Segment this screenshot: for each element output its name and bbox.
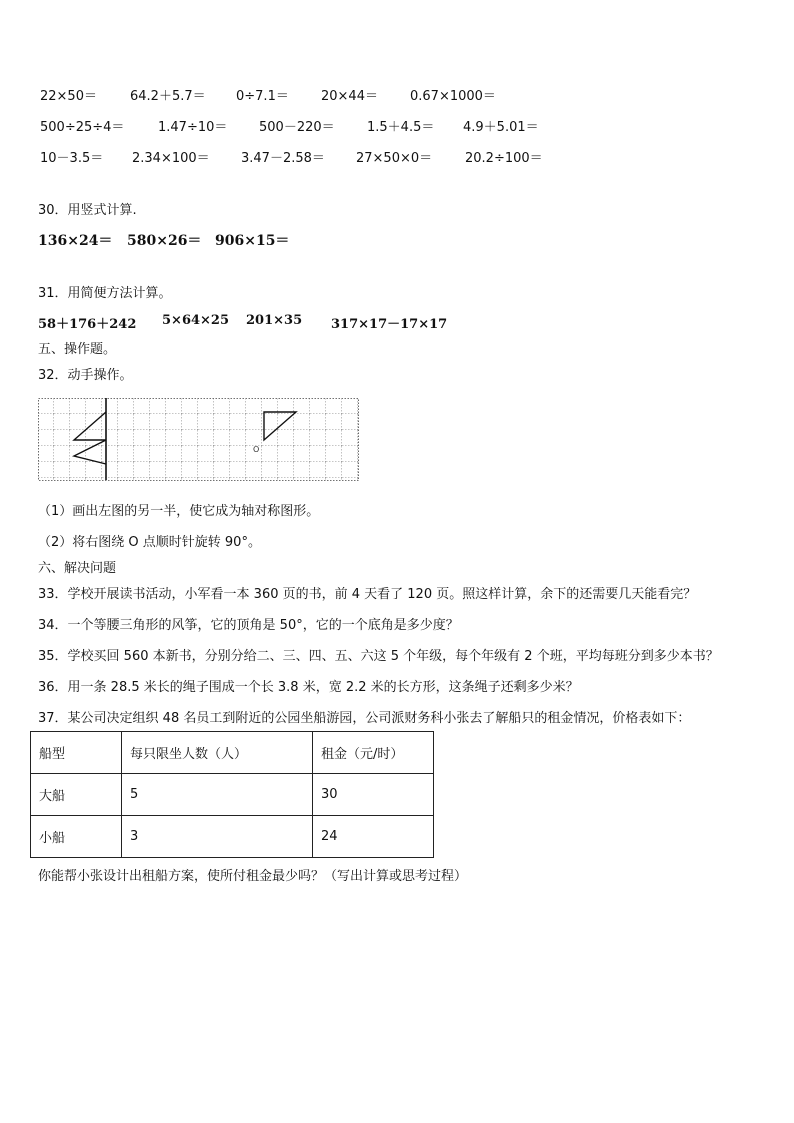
calc-item: 22×50＝ xyxy=(40,89,97,104)
point-o-label: O xyxy=(253,445,260,454)
table-header-cell: 每只限坐人数（人） xyxy=(122,732,313,774)
q30-item: 580×26＝ xyxy=(127,233,202,249)
calc-item: 0.67×1000＝ xyxy=(410,89,496,104)
table-cell: 5 xyxy=(122,774,313,816)
table-cell: 大船 xyxy=(31,774,122,816)
question-34: 34．一个等腰三角形的风筝，它的顶角是 50°，它的一个底角是多少度？ xyxy=(38,618,459,633)
q30-item: 136×24＝ xyxy=(38,233,113,249)
question-35: 35．学校买回 560 本新书，分别分给二、三、四、五、六这 5 个年级，每个年级有 2 个班，平均每班分到多少本书？ xyxy=(38,649,719,664)
table-header-row xyxy=(31,732,434,774)
q31-item: 201×35 xyxy=(246,313,303,328)
calc-item: 3.47－2.58＝ xyxy=(241,151,325,166)
question-37-intro: 37．某公司决定组织 48 名员工到附近的公园坐船游园，公司派财务科小张去了解船只的租金情况，价格表如下： xyxy=(38,711,691,726)
q31-item: 58＋176＋242 xyxy=(38,317,137,332)
question-30-title: 30．用竖式计算. xyxy=(38,203,137,218)
q31-item: 5×64×25 xyxy=(162,313,230,328)
calc-item: 27×50×0＝ xyxy=(356,151,433,166)
section-heading: 五、操作题。 xyxy=(38,342,117,357)
q32-sub1: （1）画出左图的另一半，使它成为轴对称图形。 xyxy=(38,504,320,519)
table-row xyxy=(31,816,434,858)
calc-item: 500÷25÷4＝ xyxy=(40,120,125,135)
q30-item: 906×15＝ xyxy=(215,233,290,249)
boat-price-table xyxy=(30,731,434,858)
question-37-ask: 你能帮小张设计出租船方案，使所付租金最少吗？（写出计算或思考过程） xyxy=(38,869,468,884)
section-heading: 六、解决问题 xyxy=(38,561,117,576)
table-row xyxy=(31,774,434,816)
question-33: 33．学校开展读书活动，小军看一本 360 页的书，前 4 天看了 120 页。照这样计算，余下的还需要几天能看完？ xyxy=(38,587,697,602)
calc-item: 2.34×100＝ xyxy=(132,151,210,166)
table-header-cell: 租金（元/时） xyxy=(313,732,434,774)
calc-item: 0÷7.1＝ xyxy=(236,89,289,104)
calc-item: 500－220＝ xyxy=(259,120,335,135)
calc-item: 64.2＋5.7＝ xyxy=(130,89,206,104)
calc-item: 1.5＋4.5＝ xyxy=(367,120,435,135)
calc-item: 1.47÷10＝ xyxy=(158,120,228,135)
table-header-cell: 船型 xyxy=(31,732,122,774)
q31-item: 317×17－17×17 xyxy=(331,317,448,332)
question-36: 36．用一条 28.5 米长的绳子围成一个长 3.8 米，宽 2.2 米的长方形，这条绳子还剩多少米？ xyxy=(38,680,579,695)
calc-item: 20×44＝ xyxy=(321,89,378,104)
table-cell: 24 xyxy=(313,816,434,858)
grid-figure xyxy=(38,398,360,482)
calc-item: 10－3.5＝ xyxy=(40,151,104,166)
question-32-title: 32．动手操作。 xyxy=(38,368,133,383)
table-cell: 3 xyxy=(122,816,313,858)
q32-sub2: （2）将右图绕 O 点顺时针旋转 90°。 xyxy=(38,535,261,550)
calc-item: 4.9＋5.01＝ xyxy=(463,120,539,135)
table-cell: 小船 xyxy=(31,816,122,858)
calc-item: 20.2÷100＝ xyxy=(465,151,543,166)
question-31-title: 31．用简便方法计算。 xyxy=(38,286,172,301)
table-cell: 30 xyxy=(313,774,434,816)
